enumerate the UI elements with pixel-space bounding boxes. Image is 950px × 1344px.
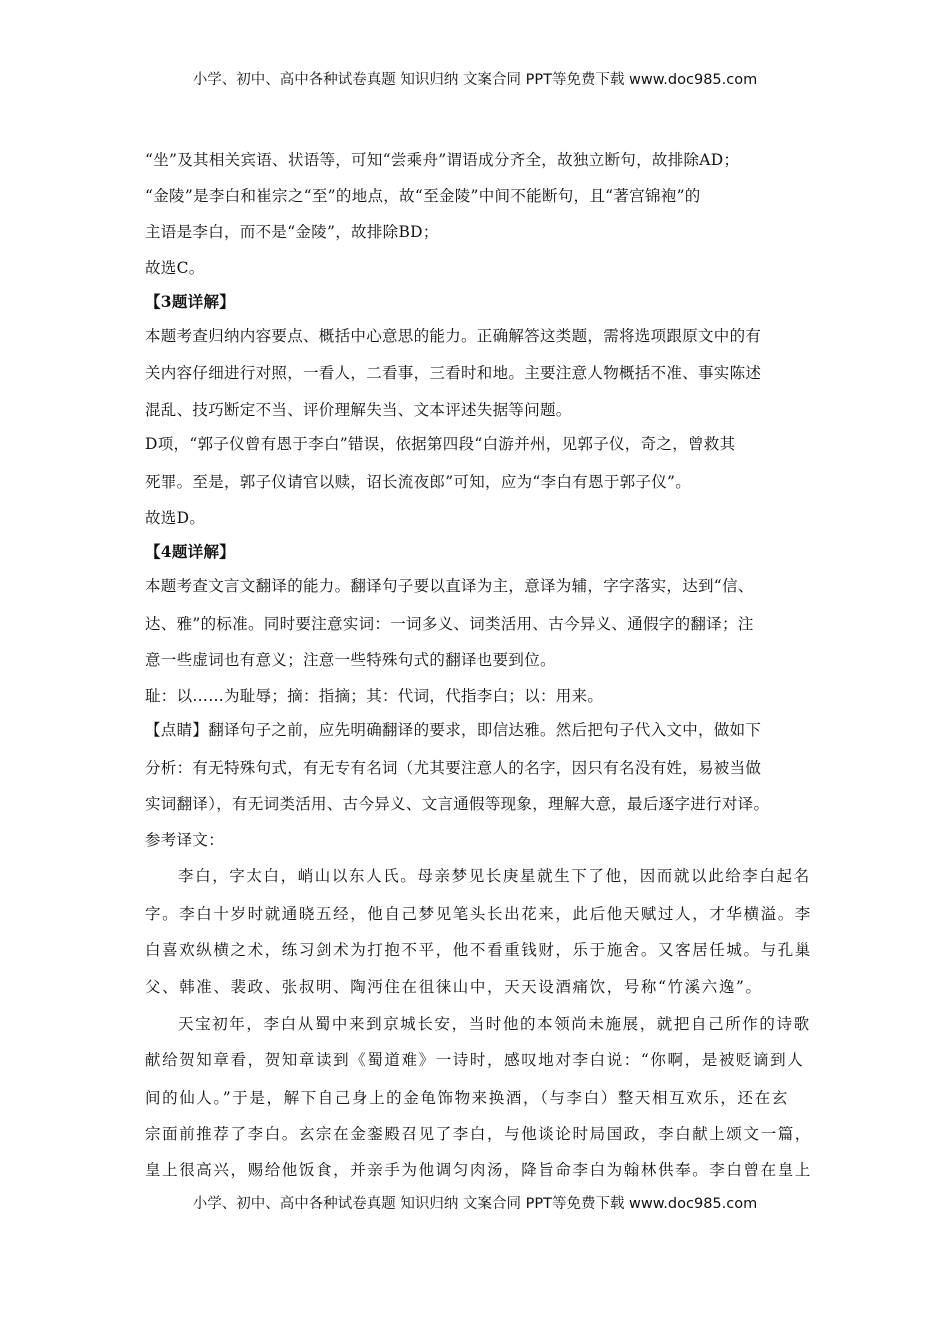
text-line: 故选D。 (145, 509, 206, 527)
translation-line: 宗面前推荐了李白。玄宗在金銮殿召见了李白，与他谈论时局国政，李白献上颂文一篇， (145, 1125, 812, 1143)
text-line: 【点睛】翻译句子之前，应先明确翻译的要求，即信达雅。然后把句子代入文中，做如下 (145, 721, 762, 739)
translation-line: 字。李白十岁时就通晓五经，他自己梦见笔头长出花来，此后他天赋过人，才华横溢。李 (145, 905, 812, 923)
text-line: 耻：以……为耻辱；摘：指摘；其：代词，代指李白；以：用来。 (145, 687, 604, 705)
text-line: “坐”及其相关宾语、状语等，可知“尝乘舟”谓语成分齐全，故独立断句，故排除AD； (145, 151, 740, 169)
text-line: 关内容仔细进行对照，一看人，二看事，三看时和地。主要注意人物概括不准、事实陈述 (145, 364, 762, 382)
text-line: 本题考查归纳内容要点、概括中心意思的能力。正确解答这类题，需将选项跟原文中的有 (145, 327, 762, 345)
text-line: 混乱、技巧断定不当、评价理解失当、文本评述失据等问题。 (145, 401, 572, 419)
section-heading: 【4题详解】 (145, 542, 236, 561)
translation-line: 李白，字太白，峭山以东人氏。母亲梦见长庚星就生下了他，因而就以此给李白起名 (178, 867, 811, 885)
text-line: 达、雅”的标准。同时要注意实词：一词多义、词类活用、古今异义、通假字的翻译；注 (145, 615, 754, 633)
text-line: 故选C。 (145, 259, 205, 277)
text-line: “金陵”是李白和崔宗之“至”的地点，故“至金陵”中间不能断句，且“著宫锦袍”的 (145, 187, 701, 205)
section-heading: 【3题详解】 (145, 292, 236, 311)
translation-line: 皇上很高兴，赐给他饭食，并亲手为他调匀肉汤，降旨命李白为翰林供奉。李白曾在皇上 (145, 1161, 812, 1179)
text-line: 意一些虚词也有意义；注意一些特殊句式的翻译也要到位。 (145, 651, 556, 669)
translation-line: 献给贺知章看，贺知章读到《蜀道难》一诗时，感叹地对李白说：“你啊，是被贬谪到人 (145, 1051, 805, 1069)
text-line: 主语是李白，而不是“金陵”，故排除BD； (145, 223, 439, 241)
text-line: 分析：有无特殊句式，有无专有名词（尤其要注意人的名字，因只有名没有姓，易被当做 (145, 759, 762, 777)
translation-line: 白喜欢纵横之术，练习剑术为打抱不平，他不看重钱财，乐于施舍。又客居任城。与孔巢 (145, 941, 812, 959)
page-header: 小学、初中、高中各种试卷真题 知识归纳 文案合同 PPT等免费下载 www.doc985.com (192, 72, 758, 88)
page-footer: 小学、初中、高中各种试卷真题 知识归纳 文案合同 PPT等免费下载 www.doc985.com (192, 1196, 758, 1212)
text-line: 参考译文： (145, 831, 225, 849)
translation-line: 天宝初年，李白从蜀中来到京城长安，当时他的本领尚未施展，就把自己所作的诗歌 (178, 1015, 811, 1033)
translation-line: 间的仙人。”于是，解下自己身上的金龟饰物来换酒，（与李白）整天相互欢乐，还在玄 (145, 1089, 789, 1107)
translation-line: 父、韩准、裴政、张叔明、陶沔住在徂徕山中，天天设酒痛饮，号称“竹溪六逸”。 (145, 978, 763, 996)
text-line: 本题考查文言文翻译的能力。翻译句子要以直译为主，意译为辅，字字落实，达到“信、 (145, 577, 754, 595)
text-line: D项，“郭子仪曾有恩于李白”错误，依据第四段“白游并州，见郭子仪，奇之，曾救其 (145, 435, 736, 453)
text-line: 死罪。至是，郭子仪请官以赎，诏长流夜郎”可知，应为“李白有恩于郭子仪”。 (145, 473, 692, 491)
text-line: 实词翻译），有无词类活用、古今异义、文言通假等现象，理解大意，最后逐字进行对译。 (145, 795, 770, 813)
